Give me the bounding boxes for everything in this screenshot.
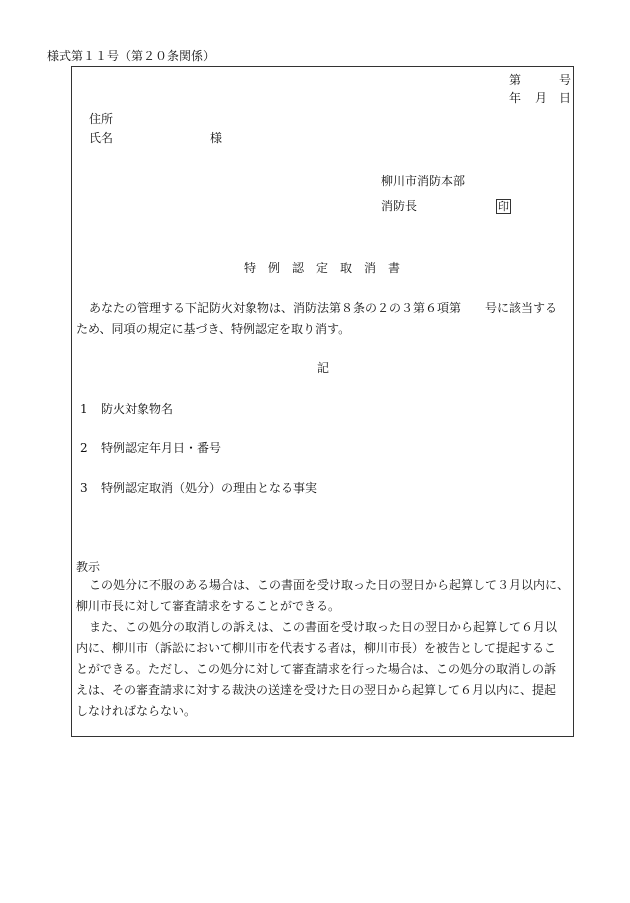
- address-label: 住所: [89, 112, 114, 126]
- number-go: 号: [559, 73, 572, 87]
- name-label: 氏名: [89, 131, 114, 145]
- notice-heading: 教示: [76, 560, 101, 574]
- form-number-label: 様式第１１号（第２０条関係）: [47, 49, 216, 63]
- item-3-number: 3: [80, 481, 88, 495]
- notice-p2-line2: 内に、柳川市（訴訟において柳川市を代表する者は，柳川市長）を被告として提起するこ: [76, 641, 557, 655]
- number-dai: 第: [509, 73, 522, 87]
- body-text-line2: ため、同項の規定に基づき、特例認定を取り消す。: [76, 322, 351, 336]
- issuer-org: 柳川市消防本部: [381, 174, 466, 188]
- seal-mark: 印: [498, 200, 509, 213]
- item-2-label: 特例認定年月日・番号: [101, 441, 222, 455]
- sama-label: 様: [210, 131, 223, 145]
- issuer-title: 消防長: [381, 199, 418, 213]
- item-3-label: 特例認定取消（処分）の理由となる事実: [101, 481, 318, 495]
- item-2-number: 2: [80, 441, 88, 455]
- notice-p1-line2: 柳川市長に対して審査請求をすることができる。: [76, 599, 341, 613]
- body-text-line1: あなたの管理する下記防火対象物は、消防法第８条の２の３第６項第 号に該当する: [89, 301, 558, 315]
- notice-p2-line4: えは、その審査請求に対する裁決の送達を受けた日の翌日から起算して６月以内に、提起: [76, 683, 557, 697]
- date-year: 年: [509, 91, 522, 105]
- notice-p2-line5: しなければならない。: [76, 704, 197, 718]
- date-month: 月: [535, 91, 548, 105]
- item-1-number: 1: [80, 402, 88, 416]
- document-title: 特 例 認 定 取 消 書: [244, 261, 401, 275]
- item-1-label: 防火対象物名: [101, 402, 174, 416]
- notice-p1-line1: この処分に不服のある場合は、この書面を受け取った日の翌日から起算して３月以内に、: [89, 578, 570, 592]
- date-day: 日: [559, 91, 572, 105]
- ki-heading: 記: [317, 361, 330, 375]
- notice-p2-line3: とができる。ただし、この処分に対して審査請求を行った場合は、この処分の取消しの訴: [76, 662, 557, 676]
- notice-p2-line1: また、この処分の取消しの訴えは、この書面を受け取った日の翌日から起算して６月以: [89, 620, 558, 634]
